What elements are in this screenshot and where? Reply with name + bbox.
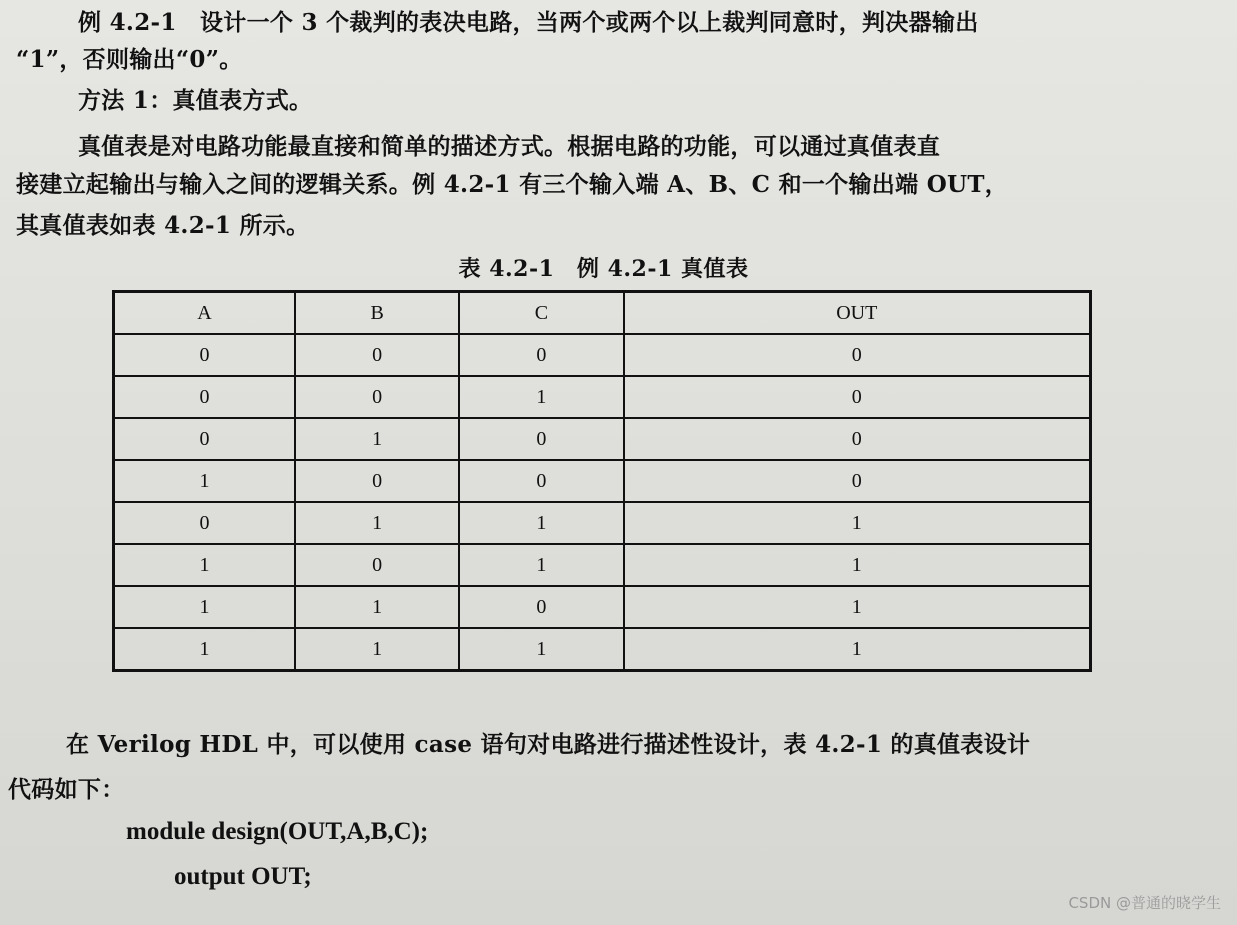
code-output-line: output OUT; <box>174 863 312 890</box>
cell-out: 1 <box>624 502 1091 544</box>
header-c: C <box>459 292 623 335</box>
cell-b: 0 <box>295 544 459 586</box>
cell-out: 1 <box>624 586 1091 628</box>
cell-out: 0 <box>624 418 1091 460</box>
cell-b: 1 <box>295 418 459 460</box>
description-line-1: 真值表是对电路功能最直接和简单的描述方式。根据电路的功能，可以通过真值表直 <box>78 133 941 160</box>
cell-b: 1 <box>295 586 459 628</box>
cell-c: 0 <box>459 460 623 502</box>
method-line: 方法 1：真值表方式。 <box>78 87 313 114</box>
table-row <box>114 544 1091 586</box>
truth-table <box>112 290 1092 672</box>
cell-out: 0 <box>624 460 1091 502</box>
description-line-2: 接建立起输出与输入之间的逻辑关系。例 4.2-1 有三个输入端 A、B、C 和一个输出端 OUT， <box>16 171 1009 198</box>
cell-c: 1 <box>459 544 623 586</box>
cell-c: 1 <box>459 376 623 418</box>
table-row <box>114 502 1091 544</box>
cell-out: 1 <box>624 544 1091 586</box>
header-out: OUT <box>624 292 1091 335</box>
table-row <box>114 586 1091 628</box>
cell-c: 0 <box>459 334 623 376</box>
table-row <box>114 460 1091 502</box>
description-line-3: 其真值表如表 4.2-1 所示。 <box>16 212 310 239</box>
example-line-2: “1”，否则输出“0”。 <box>16 46 243 73</box>
cell-a: 0 <box>114 418 296 460</box>
example-line-1: 例 4.2-1 设计一个 3 个裁判的表决电路，当两个或两个以上裁判同意时，判决器输出 <box>78 9 979 36</box>
csdn-watermark: CSDN @普通的晓学生 <box>1068 894 1221 912</box>
cell-a: 1 <box>114 586 296 628</box>
table-row <box>114 418 1091 460</box>
cell-out: 1 <box>624 628 1091 671</box>
cell-b: 0 <box>295 460 459 502</box>
cell-a: 0 <box>114 334 296 376</box>
verilog-line-1: 在 Verilog HDL 中，可以使用 case 语句对电路进行描述性设计，表 4.2-1 的真值表设计 <box>66 731 1031 758</box>
cell-a: 1 <box>114 460 296 502</box>
cell-a: 1 <box>114 544 296 586</box>
cell-b: 1 <box>295 502 459 544</box>
cell-out: 0 <box>624 376 1091 418</box>
verilog-line-2: 代码如下： <box>8 776 125 803</box>
cell-c: 1 <box>459 502 623 544</box>
table-caption: 表 4.2-1 例 4.2-1 真值表 <box>458 256 749 282</box>
cell-c: 0 <box>459 418 623 460</box>
cell-c: 1 <box>459 628 623 671</box>
code-module-line: module design(OUT,A,B,C); <box>126 818 429 845</box>
table-header-row <box>114 292 1091 335</box>
cell-b: 1 <box>295 628 459 671</box>
table-row <box>114 376 1091 418</box>
cell-b: 0 <box>295 376 459 418</box>
table-row <box>114 628 1091 671</box>
header-a: A <box>114 292 296 335</box>
cell-a: 0 <box>114 502 296 544</box>
cell-a: 1 <box>114 628 296 671</box>
cell-c: 0 <box>459 586 623 628</box>
table-row <box>114 334 1091 376</box>
cell-b: 0 <box>295 334 459 376</box>
cell-a: 0 <box>114 376 296 418</box>
header-b: B <box>295 292 459 335</box>
cell-out: 0 <box>624 334 1091 376</box>
